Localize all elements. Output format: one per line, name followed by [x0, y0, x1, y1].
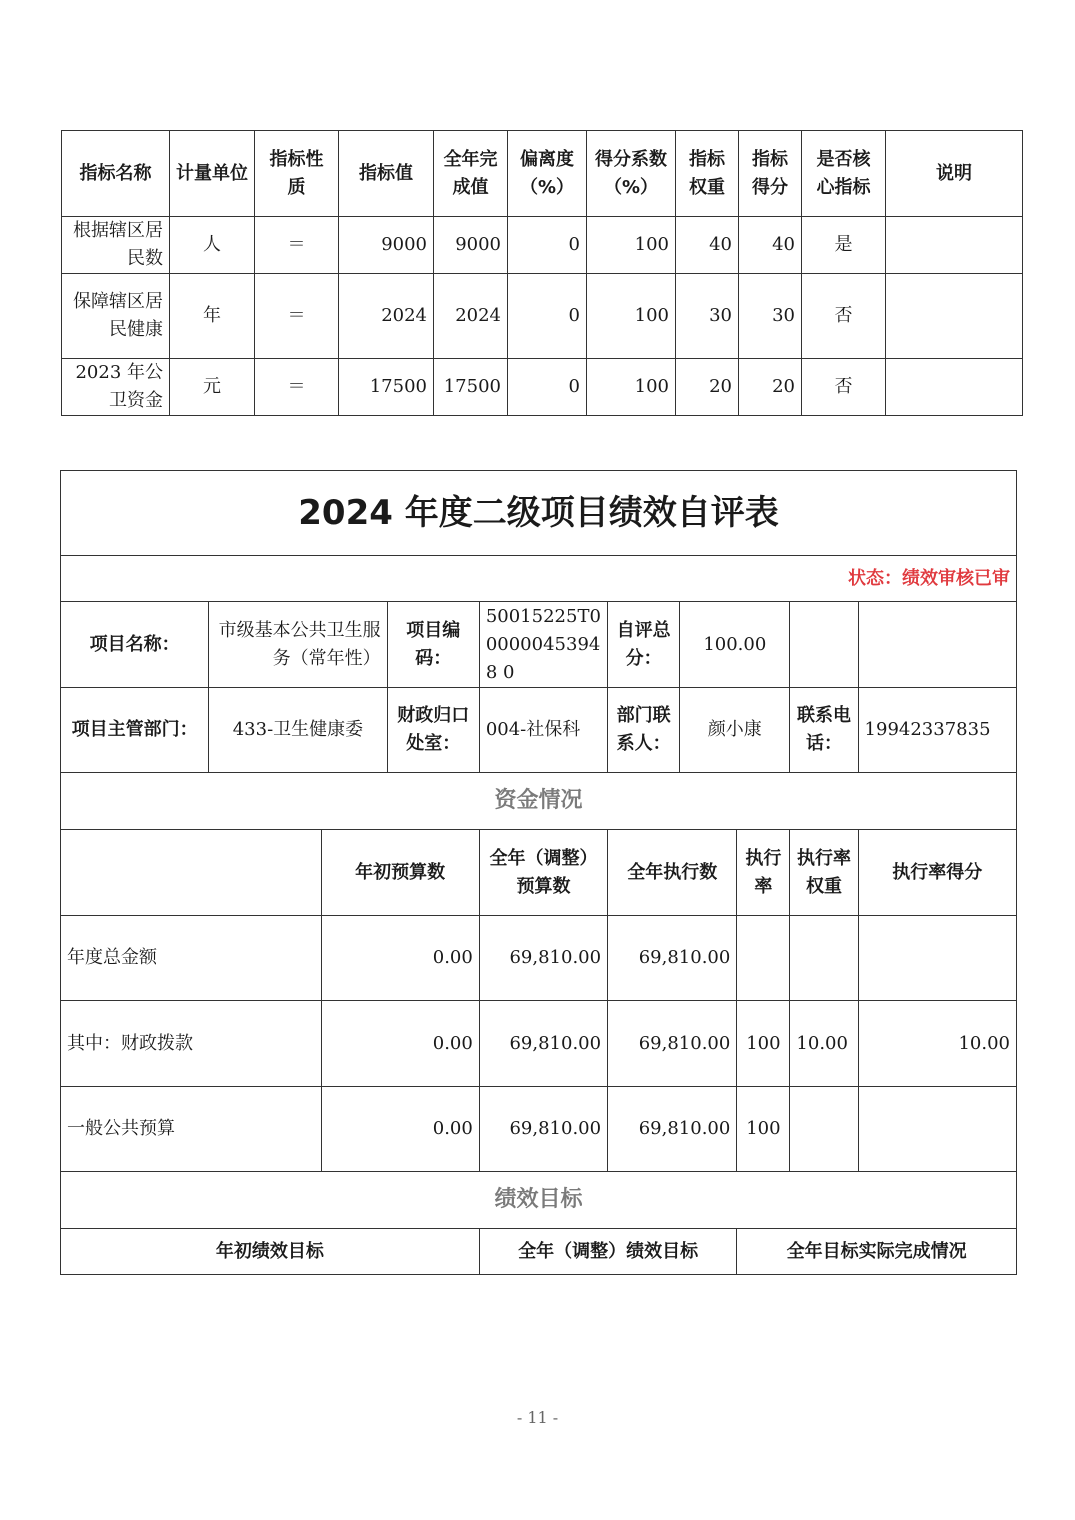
table-row [61, 1087, 1017, 1172]
note-cell [886, 274, 1023, 359]
header-cell: 指标权重 [676, 131, 739, 217]
funds-row-label: 一般公共预算 [61, 1087, 322, 1172]
core-cell: 否 [802, 274, 886, 359]
weight-cell: 20 [676, 359, 739, 416]
header-cell: 指标性质 [255, 131, 339, 217]
adjusted-budget: 69,810.00 [479, 1087, 607, 1172]
completed-cell: 2024 [434, 274, 508, 359]
execution-rate: 100 [737, 1087, 790, 1172]
goals-header-row [61, 1229, 1017, 1275]
funds-section-heading: 资金情况 [61, 773, 1017, 830]
header-cell: 指标值 [339, 131, 434, 217]
dept-label: 项目主管部门： [61, 688, 209, 773]
coefficient-cell: 100 [587, 359, 676, 416]
initial-budget: 0.00 [321, 1087, 479, 1172]
empty-cell [61, 830, 322, 916]
goals-section-heading: 绩效目标 [61, 1172, 1017, 1229]
rate-weight [790, 1087, 858, 1172]
value-cell: 9000 [339, 217, 434, 274]
self-score-label: 自评总分： [608, 602, 680, 688]
header-cell: 全年（调整）绩效目标 [479, 1229, 737, 1275]
weight-cell: 30 [676, 274, 739, 359]
header-cell: 全年目标实际完成情况 [737, 1229, 1017, 1275]
phone-label: 联系电话： [790, 688, 858, 773]
score-cell: 30 [739, 274, 802, 359]
contact-value: 颜小康 [680, 688, 790, 773]
nature-cell: ＝ [255, 217, 339, 274]
header-cell: 说明 [886, 131, 1023, 217]
header-cell: 执行率权重 [790, 830, 858, 916]
dept-value: 433-卫生健康委 [209, 688, 387, 773]
project-code-label: 项目编码： [387, 602, 479, 688]
initial-budget: 0.00 [321, 916, 479, 1001]
self-score: 100.00 [680, 602, 790, 688]
value-cell: 2024 [339, 274, 434, 359]
header-cell: 偏离度（%） [508, 131, 587, 217]
finance-office-label: 财政归口处室： [387, 688, 479, 773]
header-cell: 指标得分 [739, 131, 802, 217]
core-cell: 是 [802, 217, 886, 274]
finance-office-value: 004-社保科 [479, 688, 607, 773]
initial-budget: 0.00 [321, 1001, 479, 1087]
header-cell: 年初预算数 [321, 830, 479, 916]
project-name: 市级基本公共卫生服务（常年性） [209, 602, 387, 688]
rate-score [858, 916, 1016, 1001]
coefficient-cell: 100 [587, 274, 676, 359]
phone-value: 19942337835 [858, 688, 1016, 773]
score-cell: 40 [739, 217, 802, 274]
rate-weight [790, 916, 858, 1001]
value-cell: 17500 [339, 359, 434, 416]
header-cell: 指标名称 [62, 131, 170, 217]
table-row [62, 359, 1023, 416]
deviation-cell: 0 [508, 359, 587, 416]
header-cell: 全年（调整）预算数 [479, 830, 607, 916]
deviation-cell: 0 [508, 274, 587, 359]
adjusted-budget: 69,810.00 [479, 916, 607, 1001]
adjusted-budget: 69,810.00 [479, 1001, 607, 1087]
funds-row-label: 年度总金额 [61, 916, 322, 1001]
coefficient-cell: 100 [587, 217, 676, 274]
weight-cell: 40 [676, 217, 739, 274]
header-cell: 计量单位 [170, 131, 255, 217]
header-cell: 全年执行数 [608, 830, 737, 916]
execution-rate: 100 [737, 1001, 790, 1087]
funds-header-row [61, 830, 1017, 916]
nature-cell: ＝ [255, 274, 339, 359]
score-cell: 20 [739, 359, 802, 416]
indicator-table [61, 130, 1023, 416]
rate-score: 10.00 [858, 1001, 1016, 1087]
note-cell [886, 359, 1023, 416]
note-cell [886, 217, 1023, 274]
project-name-label: 项目名称： [61, 602, 209, 688]
table-row [62, 217, 1023, 274]
rate-weight: 10.00 [790, 1001, 858, 1087]
unit-cell: 人 [170, 217, 255, 274]
header-cell: 是否核心指标 [802, 131, 886, 217]
project-code: 50015225T000000453948 0 [479, 602, 607, 688]
completed-cell: 17500 [434, 359, 508, 416]
contact-label: 部门联系人： [608, 688, 680, 773]
project-info-row [61, 602, 1017, 688]
unit-cell: 元 [170, 359, 255, 416]
executed-amount: 69,810.00 [608, 916, 737, 1001]
empty-cell [858, 602, 1016, 688]
execution-rate [737, 916, 790, 1001]
indicator-name: 保障辖区居民健康 [62, 274, 170, 359]
indicator-header-row [62, 131, 1023, 217]
executed-amount: 69,810.00 [608, 1001, 737, 1087]
rate-score [858, 1087, 1016, 1172]
self-evaluation-form [60, 470, 1017, 1275]
header-cell: 执行率得分 [858, 830, 1016, 916]
page-number: - 11 - [516, 1408, 559, 1427]
table-row [62, 274, 1023, 359]
header-cell: 年初绩效目标 [61, 1229, 480, 1275]
unit-cell: 年 [170, 274, 255, 359]
nature-cell: ＝ [255, 359, 339, 416]
funds-row-label: 其中：财政拨款 [61, 1001, 322, 1087]
core-cell: 否 [802, 359, 886, 416]
table-row [61, 916, 1017, 1001]
indicator-name: 2023 年公卫资金 [62, 359, 170, 416]
form-title: 2024 年度二级项目绩效自评表 [61, 471, 1017, 556]
header-cell: 全年完成值 [434, 131, 508, 217]
table-row [61, 1001, 1017, 1087]
executed-amount: 69,810.00 [608, 1087, 737, 1172]
deviation-cell: 0 [508, 217, 587, 274]
indicator-name: 根据辖区居民数 [62, 217, 170, 274]
department-info-row [61, 688, 1017, 773]
status-badge: 状态：绩效审核已审 [61, 556, 1017, 602]
completed-cell: 9000 [434, 217, 508, 274]
header-cell: 得分系数（%） [587, 131, 676, 217]
empty-cell [790, 602, 858, 688]
header-cell: 执行率 [737, 830, 790, 916]
